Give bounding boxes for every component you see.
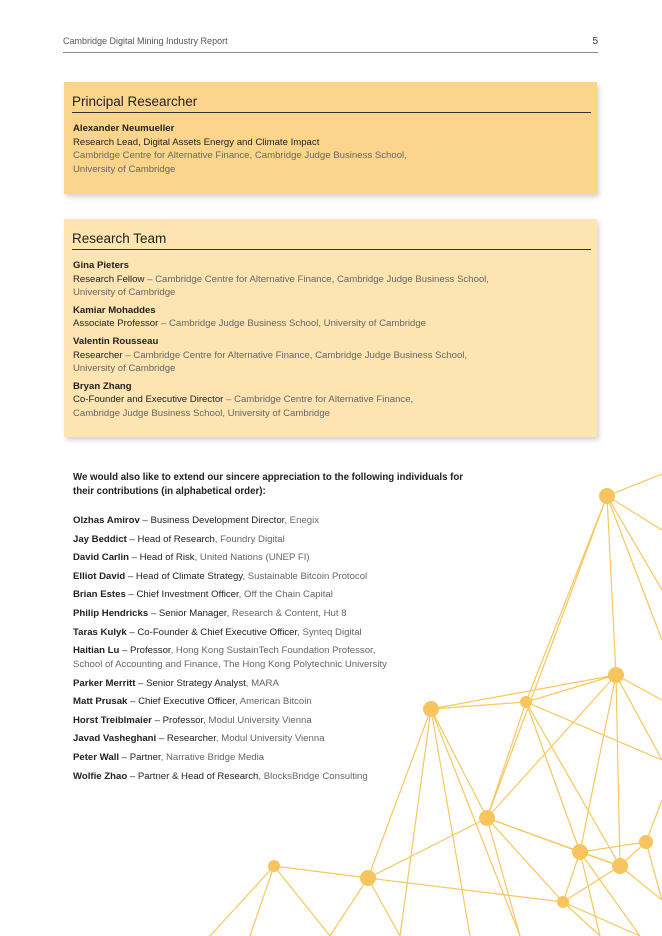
- contributor-role: Head of Risk: [139, 552, 195, 564]
- network-edge: [580, 675, 616, 852]
- team-member-role: Research Fellow: [73, 273, 145, 285]
- network-node: [612, 858, 628, 874]
- contributor-separator: –: [156, 733, 167, 745]
- contributor-role: Head of Research: [137, 533, 215, 545]
- team-member: [73, 304, 588, 331]
- contributor-item: [73, 695, 493, 709]
- page-number: 5: [592, 36, 598, 47]
- contributor-org: , Synteq Digital: [297, 626, 362, 638]
- contributor-separator: –: [119, 751, 130, 763]
- team-member: [73, 335, 588, 376]
- contributor-org: , Foundry Digital: [214, 533, 285, 545]
- network-edge: [607, 496, 662, 640]
- network-edge: [607, 496, 662, 530]
- contributor-separator: –: [127, 696, 139, 708]
- acknowledgement-line1: We would also like to extend our sincere appreciation to the following individuals for: [73, 472, 464, 483]
- principal-researcher-role: Research Lead, Digital Assets Energy and Climate Impact: [73, 136, 320, 148]
- network-edge: [607, 496, 662, 590]
- network-edge: [210, 866, 274, 936]
- contributor-role: Senior Manager: [158, 607, 227, 619]
- contributors-list: [73, 514, 493, 788]
- team-member-org-line2: Cambridge Judge Business School, University of Cambridge: [73, 407, 331, 419]
- contributor-item: [73, 551, 493, 565]
- network-node: [572, 844, 588, 860]
- network-edge: [616, 675, 620, 866]
- acknowledgement-text: [73, 471, 513, 499]
- network-node: [520, 696, 532, 708]
- network-node: [599, 488, 615, 504]
- contributor-separator: –: [151, 714, 163, 726]
- contributor-item: [73, 533, 493, 547]
- network-edge: [487, 496, 607, 818]
- network-node: [360, 870, 376, 886]
- contributor-item: [73, 677, 493, 691]
- contributor-org: , Enegix: [284, 515, 320, 526]
- contributor-name: Taras Kulyk: [73, 626, 127, 638]
- team-member-separator: –: [158, 318, 169, 330]
- principal-researcher-org-line1: Cambridge Centre for Alternative Finance, Cambridge Judge Business School,: [73, 150, 407, 162]
- principal-researcher-box: [64, 82, 597, 194]
- contributor-role: Professor: [130, 645, 171, 657]
- contributor-name: Haitian Lu: [73, 645, 120, 657]
- team-member-org: Cambridge Centre for Alternative Finance, Cambridge Judge Business School,: [155, 273, 489, 285]
- team-member-org-line2: University of Cambridge: [73, 363, 176, 375]
- contributor-org: , Hong Kong SustainTech Foundation Professor,: [170, 645, 376, 657]
- contributor-separator: –: [119, 645, 131, 657]
- contributor-name: Horst Treiblmaier: [73, 714, 152, 726]
- network-edge: [330, 878, 368, 936]
- contributor-org: , Modul University Vienna: [215, 733, 325, 745]
- principal-researcher-name: Alexander Neumueller: [73, 123, 175, 134]
- contributor-item: [73, 751, 493, 765]
- contributor-role: Researcher: [166, 733, 216, 745]
- contributor-name: Parker Merritt: [73, 677, 136, 689]
- team-member-org: Cambridge Judge Business School, University of Cambridge: [169, 318, 427, 330]
- team-member-separator: –: [122, 349, 134, 361]
- contributor-name: Olzhas Amirov: [73, 515, 140, 526]
- report-title: Cambridge Digital Mining Industry Report: [63, 36, 228, 46]
- team-member-name: Bryan Zhang: [73, 380, 132, 392]
- contributor-org: , Modul University Vienna: [203, 714, 312, 726]
- contributor-name: Wolfie Zhao: [73, 770, 128, 782]
- contributor-separator: –: [125, 589, 137, 601]
- team-member-name: Gina Pieters: [73, 260, 129, 271]
- contributor-org: , Narrative Bridge Media: [160, 751, 265, 763]
- contributor-separator: –: [135, 677, 147, 689]
- contributor-name: Javad Vasheghani: [73, 733, 157, 745]
- network-edge: [620, 866, 662, 900]
- network-edge: [368, 818, 487, 878]
- contributor-role: Senior Strategy Analyst: [146, 677, 246, 689]
- team-member-role: Researcher: [73, 349, 123, 361]
- network-edge: [274, 866, 368, 878]
- contributor-item: [73, 714, 493, 728]
- contributor-item: [73, 570, 493, 584]
- contributor-separator: –: [125, 570, 136, 582]
- contributor-name: Brian Estes: [73, 589, 126, 601]
- contributor-org-line2: School of Accounting and Finance, The Hong Kong Polytechnic University: [73, 658, 387, 670]
- network-node: [639, 835, 653, 849]
- contributor-name: Matt Prusak: [73, 696, 128, 708]
- contributor-org: , Off the Chain Capital: [238, 589, 333, 601]
- contributor-item: [73, 607, 493, 621]
- contributor-role: Business Development Director: [150, 515, 285, 526]
- contributor-separator: –: [148, 607, 159, 619]
- contributor-org: , MARA: [245, 677, 279, 689]
- contributor-item: [73, 626, 493, 640]
- contributor-item: [73, 732, 493, 746]
- network-edge: [250, 866, 274, 936]
- network-edge: [607, 496, 616, 675]
- contributor-separator: –: [127, 770, 138, 782]
- contributor-org: , Sustainable Bitcoin Protocol: [242, 570, 368, 582]
- contributor-item: [73, 644, 493, 672]
- team-member: [73, 259, 588, 300]
- contributor-org: , United Nations (UNEP FI): [194, 552, 310, 564]
- contributor-role: Partner: [129, 751, 161, 763]
- contributor-org: , American Bitcoin: [234, 696, 312, 708]
- network-node: [608, 667, 624, 683]
- team-member-org: Cambridge Centre for Alternative Finance,: [234, 394, 414, 406]
- team-member-org-line2: University of Cambridge: [73, 287, 176, 299]
- network-edge: [646, 842, 662, 900]
- contributor-name: Philip Hendricks: [73, 607, 149, 619]
- contributor-name: Elliot David: [73, 570, 126, 582]
- team-member-name: Kamiar Mohaddes: [73, 304, 156, 316]
- contributor-role: Head of Climate Strategy: [135, 570, 243, 582]
- contributor-separator: –: [126, 626, 138, 638]
- team-member-separator: –: [144, 273, 156, 285]
- contributor-name: Peter Wall: [73, 751, 120, 763]
- network-node: [557, 896, 569, 908]
- research-team-heading: Research Team: [72, 219, 591, 250]
- contributor-item: [73, 770, 493, 784]
- contributor-item: [73, 514, 493, 528]
- contributor-item: [73, 588, 493, 602]
- team-member-org: Cambridge Centre for Alternative Finance, Cambridge Judge Business School,: [133, 349, 468, 361]
- team-member-role: Associate Professor: [73, 318, 159, 330]
- contributor-separator: –: [126, 533, 138, 545]
- research-team-box: [64, 219, 597, 437]
- network-node: [479, 810, 495, 826]
- contributor-name: Jay Beddict: [73, 533, 127, 545]
- contributor-separator: –: [139, 515, 151, 526]
- contributor-role: Partner & Head of Research: [137, 770, 259, 782]
- network-node: [268, 860, 280, 872]
- network-edge: [563, 902, 600, 936]
- principal-researcher-heading: Principal Researcher: [72, 82, 591, 113]
- network-edge: [368, 878, 400, 936]
- network-edge: [580, 852, 600, 936]
- contributor-org: , Research & Content, Hut 8: [226, 607, 347, 619]
- contributor-name: David Carlin: [73, 552, 129, 564]
- network-edge: [607, 474, 662, 496]
- contributor-role: Co-Founder & Chief Executive Officer: [137, 626, 298, 638]
- acknowledgement-line2: their contributions (in alphabetical order):: [73, 485, 266, 497]
- contributor-separator: –: [128, 552, 140, 564]
- network-edge: [368, 878, 563, 902]
- team-member-separator: –: [223, 394, 235, 406]
- network-edge: [274, 866, 330, 936]
- page-header: [63, 36, 598, 53]
- contributor-role: Chief Investment Officer: [136, 589, 239, 601]
- contributor-role: Chief Executive Officer: [138, 696, 235, 708]
- team-member: [73, 380, 588, 421]
- contributor-org: , BlocksBridge Consulting: [258, 770, 368, 782]
- team-member-role: Co-Founder and Executive Director: [73, 394, 224, 406]
- team-member-name: Valentin Rousseau: [73, 335, 159, 347]
- contributor-role: Professor: [162, 714, 204, 726]
- principal-researcher-org-line2: University of Cambridge: [73, 163, 176, 175]
